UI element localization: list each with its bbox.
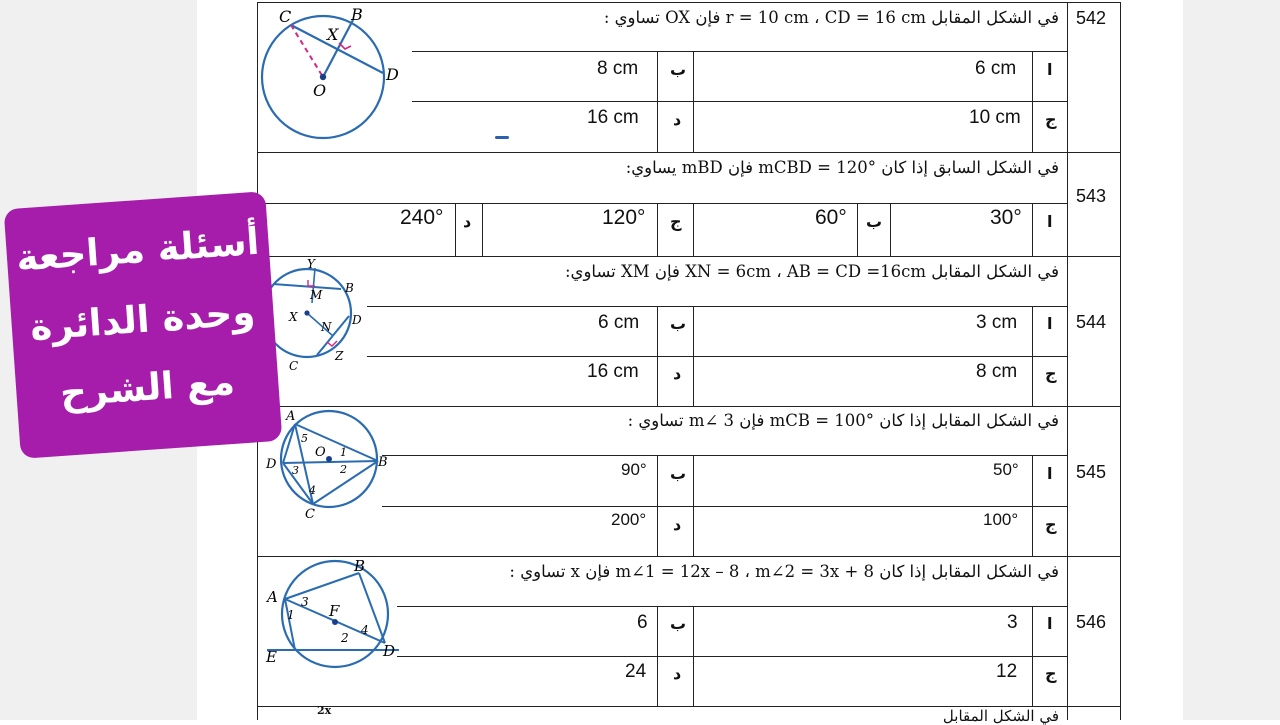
row-border (397, 606, 1068, 607)
point-label-O: O (315, 445, 326, 460)
option-label-d: د (673, 515, 682, 534)
point-label-F: F (329, 602, 340, 620)
option-c[interactable]: 8 cm (976, 361, 1018, 382)
question-text: في الشكل المقابل إذا كان mCB = 100° فإن m∠ 3 تساوي : (627, 411, 1059, 430)
option-d[interactable]: 200° (611, 510, 647, 529)
angle-label-2: 2 (340, 463, 347, 476)
option-label-a: ا (1047, 60, 1053, 79)
option-a[interactable]: 3 cm (976, 312, 1018, 333)
option-divider (693, 606, 694, 706)
worksheet-page (197, 0, 1183, 725)
point-label-Y: Y (307, 258, 315, 271)
option-b[interactable]: 8 cm (597, 58, 639, 79)
row-border (257, 256, 1121, 257)
option-divider (857, 203, 858, 256)
option-label-a: ا (1047, 614, 1053, 633)
option-divider (657, 455, 658, 556)
row-border (367, 356, 1068, 357)
title-badge (4, 191, 283, 459)
option-label-d: د (673, 664, 682, 683)
table-border-number-column (1067, 2, 1068, 720)
option-label-c: ج (1045, 110, 1057, 129)
row-border (397, 656, 1068, 657)
option-label-b: ب (670, 464, 687, 483)
point-label-Z: Z (335, 349, 344, 363)
option-label-c: ج (1045, 664, 1057, 683)
angle-label-3: 3 (292, 464, 299, 477)
point-label-X: X (289, 310, 298, 324)
option-divider (1032, 455, 1033, 556)
option-divider (693, 455, 694, 556)
option-c[interactable]: 10 cm (969, 107, 1021, 128)
question-text: في الشكل السابق إذا كان mCBD = 120° فإن mBD يساوي: (625, 158, 1059, 177)
row-border (257, 152, 1121, 153)
badge-line-1: أسئلة مراجعة (14, 219, 261, 280)
partial-figure-label: 2x (317, 704, 332, 717)
option-d[interactable]: 240° (400, 206, 444, 229)
option-c[interactable]: 120° (602, 206, 646, 229)
partial-question-text: في الشكل المقابل (942, 707, 1059, 725)
row-border (257, 203, 1068, 204)
point-label-C: C (305, 507, 315, 520)
row-border (367, 306, 1068, 307)
angle-label-5: 5 (301, 432, 308, 445)
point-label-D: D (352, 313, 362, 327)
option-c[interactable]: 100° (983, 510, 1019, 529)
row-border (412, 51, 1068, 52)
question-number: 542 (1076, 8, 1107, 28)
option-divider (1032, 306, 1033, 406)
option-a[interactable]: 30° (990, 206, 1022, 229)
question-number: 543 (1076, 186, 1107, 206)
option-divider (1032, 51, 1033, 152)
row-border (382, 506, 1068, 507)
point-label-O: O (313, 81, 327, 100)
row-border (412, 101, 1068, 102)
option-divider (693, 51, 694, 152)
option-label-b: ب (866, 212, 883, 231)
option-divider (455, 203, 456, 256)
point-label-C: C (279, 7, 292, 26)
option-label-b: ب (670, 314, 687, 333)
option-divider (657, 203, 658, 256)
option-label-c: ج (1045, 515, 1057, 534)
point-label-B: B (378, 455, 388, 470)
right-margin (1183, 0, 1280, 720)
pen-mark (495, 136, 509, 139)
angle-label-4: 4 (361, 623, 369, 637)
option-divider (1032, 606, 1033, 706)
option-c[interactable]: 12 (996, 661, 1018, 682)
point-label-E: E (266, 648, 277, 666)
point-label-M: M (310, 288, 323, 302)
point-label-D: D (383, 642, 396, 660)
option-d[interactable]: 16 cm (587, 361, 639, 382)
row-border (382, 455, 1068, 456)
option-label-d: د (673, 364, 682, 383)
point-label-B: B (354, 558, 366, 575)
option-divider (657, 306, 658, 406)
point-label-D: D (266, 457, 277, 472)
badge-line-2: وحدة الدائرة (28, 290, 257, 349)
option-b[interactable]: 90° (621, 460, 647, 479)
option-b[interactable]: 6 cm (598, 312, 640, 333)
option-a[interactable]: 3 (1007, 612, 1018, 633)
option-label-d: د (463, 212, 472, 231)
option-divider (693, 203, 694, 256)
badge-line-3: مع الشرح (58, 359, 237, 415)
point-label-A: A (267, 588, 278, 606)
option-divider (657, 51, 658, 152)
table-border-right (1120, 2, 1121, 720)
option-label-a: ا (1047, 314, 1053, 333)
figure-545-circle-diagram (265, 408, 395, 520)
figure-542-circle-diagram (259, 4, 409, 150)
point-label-D: D (386, 65, 399, 84)
question-number: 544 (1076, 312, 1107, 332)
question-number: 546 (1076, 612, 1107, 632)
option-b[interactable]: 60° (815, 206, 847, 229)
option-label-d: د (673, 110, 682, 129)
option-divider (890, 203, 891, 256)
option-label-a: ا (1047, 464, 1053, 483)
angle-label-4: 4 (309, 484, 316, 497)
option-label-c: ج (670, 212, 682, 231)
question-number: 545 (1076, 462, 1107, 482)
figure-546-circle-diagram (265, 558, 401, 670)
point-label-X: X (327, 25, 339, 44)
question-text: في الشكل المقابل r = 10 cm ، CD = 16 cm فإن OX تساوي : (603, 8, 1059, 27)
option-d[interactable]: 24 (625, 661, 647, 682)
point-label-B: B (345, 281, 354, 295)
option-d[interactable]: 16 cm (587, 107, 639, 128)
option-label-a: ا (1047, 212, 1053, 231)
option-a[interactable]: 50° (993, 460, 1019, 479)
question-text: في الشكل المقابل XN = 6cm ، AB = CD =16cm فإن XM تساوي: (564, 262, 1059, 281)
angle-label-1: 1 (287, 608, 295, 622)
angle-label-1: 1 (340, 446, 347, 459)
point-label-A: A (286, 409, 296, 424)
angle-label-3: 3 (301, 595, 309, 609)
point-label-C: C (289, 359, 299, 373)
option-divider (657, 606, 658, 706)
option-label-b: ب (670, 614, 687, 633)
point-label-B: B (351, 5, 363, 24)
option-a[interactable]: 6 cm (975, 58, 1017, 79)
point-label-N: N (321, 320, 332, 334)
option-divider (1032, 203, 1033, 256)
option-label-b: ب (670, 60, 687, 79)
option-divider (693, 306, 694, 406)
question-text: في الشكل المقابل إذا كان m∠1 = 12x – 8 ، m∠2 = 3x + 8 فإن x تساوي : (509, 562, 1059, 581)
option-divider (482, 203, 483, 256)
option-b[interactable]: 6 (637, 612, 648, 633)
option-label-c: ج (1045, 364, 1057, 383)
angle-label-2: 2 (341, 631, 349, 645)
